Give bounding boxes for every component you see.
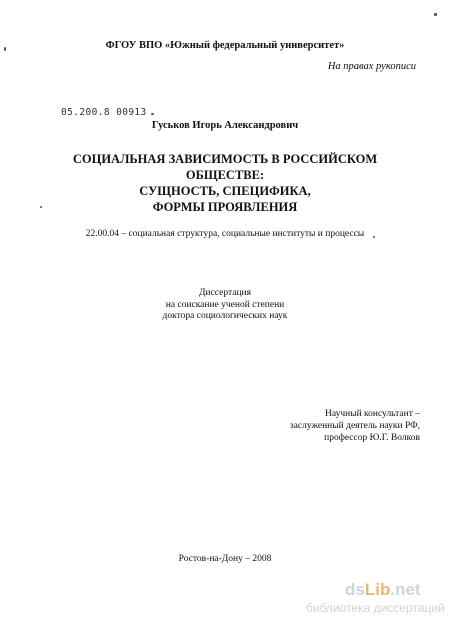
- manuscript-note: На правах рукописи: [327, 61, 416, 72]
- scientific-advisor: [290, 409, 420, 444]
- title-line: СУЩНОСТЬ, СПЕЦИФИКА,: [139, 184, 311, 198]
- advisor-line: профессор Ю.Г. Волков: [324, 432, 420, 443]
- registration-stamp: 05.200.8 00913: [61, 107, 147, 118]
- advisor-line: заслуженный деятель науки РФ,: [289, 420, 420, 431]
- degree-statement: [0, 288, 450, 323]
- advisor-line: Научный консультант –: [325, 409, 420, 419]
- scan-speck: [151, 113, 154, 115]
- institution-name: ФГОУ ВПО «Южный федеральный университет»: [105, 40, 345, 51]
- specialty-code: 22.00.04 – социальная структура, социальные институты и процессы: [85, 229, 365, 239]
- title-line: СОЦИАЛЬНАЯ ЗАВИСИМОСТЬ В РОССИЙСКОМ: [72, 152, 378, 166]
- title-line: ФОРМЫ ПРОЯВЛЕНИЯ: [152, 200, 298, 214]
- degree-line: Диссертация: [199, 288, 251, 298]
- degree-line: на соискание ученой степени: [165, 299, 285, 310]
- city-year: Ростов-на-Дону – 2008: [178, 554, 272, 564]
- scan-speck: [434, 13, 437, 16]
- watermark-logo: dsLib.net: [345, 580, 421, 599]
- title-line: ОБЩЕСТВЕ:: [185, 168, 265, 182]
- author-name: Гуськов Игорь Александрович: [151, 120, 299, 131]
- watermark-caption: библиотека диссертаций: [306, 601, 445, 615]
- dissertation-title: [0, 151, 450, 215]
- degree-line: доктора социологических наук: [162, 311, 288, 321]
